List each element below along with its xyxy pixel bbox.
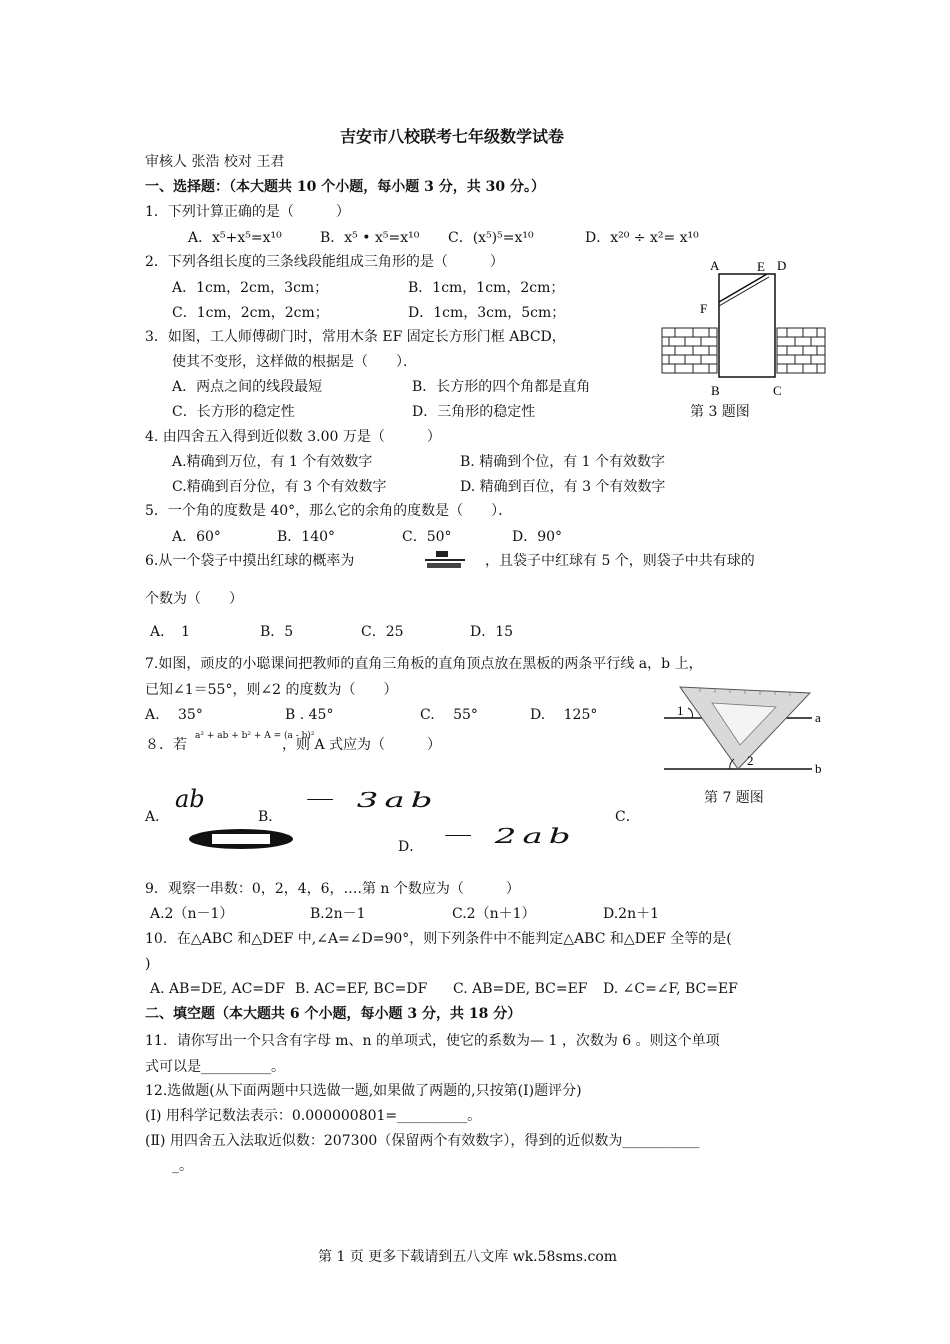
q7-option-a: A. 35° (145, 707, 203, 723)
q12-line1: 12.选做题(从下面两题中只选做一题,如果做了两题的,只按第(Ⅰ)题评分) (145, 1083, 582, 1099)
q3-label-a: A (710, 258, 720, 273)
q9-stem: 9．观察一串数：0，2，4，6，….第 n 个数应为（ ） (145, 881, 520, 897)
q2-stem: 2．下列各组长度的三条线段能组成三角形的是（ ） (145, 254, 504, 270)
q10-option-c: C. AB=DE, BC=EF (453, 981, 588, 997)
q3-option-c: C．长方形的稳定性 (172, 404, 295, 420)
q12-line2: (Ⅰ) 用科学记数法表示：0.000000801=__________。 (145, 1108, 482, 1124)
q2-option-b: B．1cm，1cm，2cm； (408, 280, 565, 296)
q6-fraction-image (425, 549, 465, 571)
q6-option-a: A． 1 (150, 624, 191, 640)
q9-option-c: C.2（n＋1） (452, 906, 536, 922)
q8-option-c-image (188, 828, 294, 850)
q5-option-a: A．60° (172, 529, 221, 545)
q7-stem-line1: 7.如图，顽皮的小聪课间把教师的直角三角板的直角顶点放在黑板的两条平行线 a，b 上， (145, 656, 703, 672)
q10-option-b: B. AC=EF, BC=DF (295, 981, 428, 997)
q9-option-a: A.2（n－1） (150, 906, 234, 922)
q1-option-b: B．x⁵ • x⁵=x¹⁰ (320, 230, 420, 246)
q7-option-d: D. 125° (530, 707, 598, 723)
q2-option-d: D．1cm，3cm，5cm； (408, 305, 566, 321)
reviewers: 审核人 张浩 校对 王君 (145, 154, 285, 170)
q5-option-b: B．140° (277, 529, 336, 545)
q8-stem-b: ，则 A 式应为（ ） (282, 737, 442, 753)
q9-option-b: B.2n－1 (310, 906, 366, 922)
q5-stem: 5．一个角的度数是 40°，那么它的余角的度数是（ ）． (145, 503, 513, 519)
q8-option-a-label: A． (145, 809, 170, 825)
q8-option-b-value: － 3ab (300, 788, 439, 813)
brick-wall-left (662, 328, 717, 373)
q6-option-d: D．15 (470, 624, 514, 640)
q11-line2: 式可以是__________。 (145, 1059, 285, 1075)
q3-label-d: D (777, 258, 787, 273)
q8-formula: a² + ab + b² + A = (a - b)² (195, 731, 315, 741)
q10-stem-line1: 10．在△ABC 和△DEF 中,∠A=∠D=90°，则下列条件中不能判定△ABC 和△DEF 全等的是( (145, 931, 732, 947)
q2-option-a: A．1cm，2cm，3cm； (172, 280, 329, 296)
q7-triangle-figure (660, 683, 830, 783)
q4-option-b: B. 精确到个位，有 1 个有效数字 (460, 454, 665, 470)
q4-option-d: D. 精确到百位，有 3 个有效数字 (460, 479, 666, 495)
q5-option-c: C．50° (402, 529, 452, 545)
q10-stem-line2: ) (145, 956, 151, 972)
section-1-heading: 一、选择题：（本大题共 10 个小题，每小题 3 分，共 30 分。） (145, 179, 545, 195)
q5-option-d: D．90° (512, 529, 563, 545)
q4-option-a: A.精确到万位，有 1 个有效数字 (172, 454, 373, 470)
q7-label-a: a (815, 710, 821, 725)
q12-line3: (Ⅱ) 用四舍五入法取近似数：207300（保留两个有效数字），得到的近似数为___________ (145, 1133, 700, 1149)
page-title: 吉安市八校联考七年级数学试卷 (340, 127, 565, 146)
q8-option-c-label: C． (615, 809, 640, 825)
q7-option-b: B . 45° (285, 707, 334, 723)
q6-stem-a: 6.从一个袋子中摸出红球的概率为 (145, 553, 355, 569)
q3-option-b: B．长方形的四个角都是直角 (412, 379, 591, 395)
q7-label-b: b (815, 761, 822, 776)
q1-option-c: C．(x⁵)⁵=x¹⁰ (448, 230, 534, 246)
q8-option-a-value: ab (175, 785, 205, 813)
q11-line1: 11．请你写出一个只含有字母 m、n 的单项式，使它的系数为— 1 ，次数为 6 。则这个单项 (145, 1033, 720, 1049)
q7-figure-caption: 第 7 题图 (704, 790, 764, 806)
q8-stem-a: ８．若 (145, 737, 187, 753)
q10-option-d: D. ∠C=∠F, BC=EF (603, 981, 738, 997)
q3-door-figure (655, 258, 830, 398)
section-2-heading: 二、填空题（本大题共 6 个小题，每小题 3 分，共 18 分） (145, 1006, 522, 1022)
q6-option-c: C．25 (361, 624, 404, 640)
q1-stem: 1．下列计算正确的是（ ） (145, 204, 350, 220)
q1-option-d: D．x²⁰ ÷ x²= x¹⁰ (585, 230, 699, 246)
q3-option-a: A．两点之间的线段最短 (172, 379, 323, 395)
page-footer: 第 1 页 更多下载请到五八文库 wk.58sms.com (318, 1249, 618, 1265)
q7-label-1: 1 (677, 703, 684, 718)
q10-option-a: A. AB=DE, AC=DF (150, 981, 285, 997)
q7-stem-line2: 已知∠1＝55°，则∠2 的度数为（ ） (145, 682, 398, 698)
q3-label-b: B (711, 383, 720, 398)
q3-label-c: C (773, 383, 782, 398)
brick-wall-right (777, 328, 825, 373)
q8-option-d-label: D． (398, 839, 424, 855)
q3-label-e: E (757, 259, 765, 274)
q3-label-f: F (700, 301, 708, 316)
q1-option-a: A．x⁵+x⁵=x¹⁰ (188, 230, 282, 246)
q4-option-c: C.精确到百分位，有 3 个有效数字 (172, 479, 387, 495)
q3-stem-line2: 使其不变形，这样做的根据是（ ）． (172, 354, 417, 370)
q8-option-d-value: － 2ab (438, 824, 577, 849)
q6-option-b: B．5 (260, 624, 294, 640)
q8-option-b-label: B． (258, 809, 283, 825)
q6-stem-c: 个数为（ ） (145, 591, 243, 607)
q3-figure-caption: 第 3 题图 (690, 404, 750, 420)
angle-1-arc (688, 708, 693, 718)
q12-line4: _。 (172, 1158, 193, 1174)
q4-stem: 4. 由四舍五入得到近似数 3.00 万是（ ） (145, 429, 441, 445)
q9-option-d: D.2n＋1 (603, 906, 660, 922)
q6-stem-b: ，且袋子中红球有 5 个，则袋子中共有球的 (485, 553, 755, 569)
q2-option-c: C．1cm，2cm，2cm； (172, 305, 329, 321)
q3-option-d: D．三角形的稳定性 (412, 404, 536, 420)
q7-option-c: C. 55° (420, 707, 478, 723)
q7-label-2: 2 (747, 753, 754, 768)
q3-stem-line1: 3．如图，工人师傅砌门时，常用木条 EF 固定长方形门框 ABCD， (145, 329, 566, 345)
